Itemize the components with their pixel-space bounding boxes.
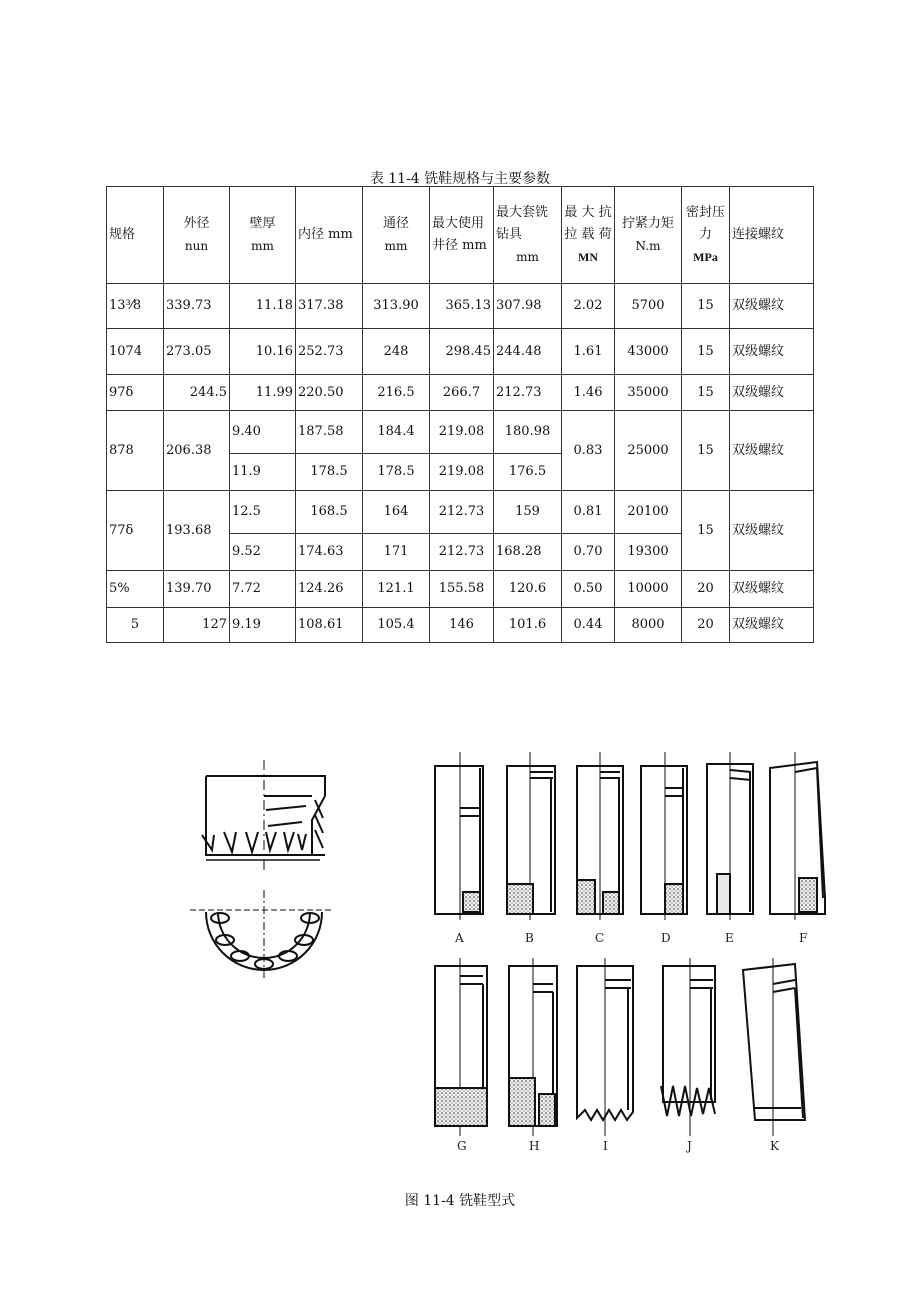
cell-tool: 159 (494, 491, 562, 534)
header-max-load: 最 大 抗 拉 载 荷 MN (562, 187, 615, 284)
shoe-label-b: B (525, 931, 534, 945)
table-row (107, 375, 814, 411)
cell-thread: 双级螺纹 (730, 571, 814, 608)
shoe-c (577, 752, 623, 920)
cell-well: 146 (430, 608, 494, 643)
shoe-label-k: K (770, 1139, 779, 1153)
cell-tool: 101.6 (494, 608, 562, 643)
shoe-label-g: G (457, 1139, 467, 1153)
cell-tool: 307.98 (494, 284, 562, 329)
cell-tool: 168.28 (494, 534, 562, 571)
cell-torque: 10000 (615, 571, 682, 608)
shoe-e (707, 752, 753, 920)
cell-torque: 5700 (615, 284, 682, 329)
shoe-label-a: A (455, 931, 464, 945)
shoe-label-f: F (799, 931, 808, 945)
cell-tool: 244.48 (494, 329, 562, 375)
shoe-g (435, 958, 487, 1136)
cell-od: 273.05 (164, 329, 230, 375)
cell-load: 0.81 (562, 491, 615, 534)
cell-od: 127 (164, 608, 230, 643)
cell-wall: 10.16 (230, 329, 296, 375)
cell-id: 178.5 (296, 454, 363, 491)
cell-od: 193.68 (164, 491, 230, 571)
cell-load: 0.44 (562, 608, 615, 643)
shoe-label-c: C (595, 931, 605, 945)
cell-od: 139.70 (164, 571, 230, 608)
shoe-b (507, 752, 555, 920)
cell-thread: 双级螺纹 (730, 491, 814, 571)
shoe-label-d: D (661, 931, 671, 945)
cell-seal: 15 (682, 284, 730, 329)
shoe-label-h: H (529, 1139, 540, 1153)
cell-drift: 105.4 (363, 608, 430, 643)
cell-torque: 25000 (615, 411, 682, 491)
cell-well: 365.13 (430, 284, 494, 329)
cell-torque: 20100 (615, 491, 682, 534)
header-id: 内径 mm (296, 187, 363, 284)
shoe-h (509, 958, 557, 1136)
header-torque: 拧紧力矩 N.m (615, 187, 682, 284)
cell-well: 212.73 (430, 534, 494, 571)
cell-spec: 77δ (107, 491, 164, 571)
cell-wall: 11.18 (230, 284, 296, 329)
table-row (107, 284, 814, 329)
cell-well: 219.08 (430, 411, 494, 454)
cell-drift: 178.5 (363, 454, 430, 491)
header-thread: 连接螺纹 (730, 187, 814, 284)
cell-wall: 9.40 (230, 411, 296, 454)
shoe-f (770, 752, 825, 920)
cell-tool: 176.5 (494, 454, 562, 491)
shoe-label-i: I (603, 1139, 608, 1153)
cell-id: 168.5 (296, 491, 363, 534)
header-spec: 规格 (107, 187, 164, 284)
cell-torque: 8000 (615, 608, 682, 643)
cell-well: 266.7 (430, 375, 494, 411)
cell-spec: 1074 (107, 329, 164, 375)
cell-drift: 184.4 (363, 411, 430, 454)
shoe-d (641, 752, 687, 920)
cell-od: 244.5 (164, 375, 230, 411)
cell-id: 174.63 (296, 534, 363, 571)
header-drift: 通径 mm (363, 187, 430, 284)
cell-wall: 12.5 (230, 491, 296, 534)
cell-well: 212.73 (430, 491, 494, 534)
cell-wall: 11.99 (230, 375, 296, 411)
cell-drift: 171 (363, 534, 430, 571)
cell-thread: 双级螺纹 (730, 411, 814, 491)
shoe-label-j: J (687, 1139, 692, 1153)
cell-tool: 180.98 (494, 411, 562, 454)
cell-id: 187.58 (296, 411, 363, 454)
cell-id: 124.26 (296, 571, 363, 608)
header-od: 外径 nun (164, 187, 230, 284)
spec-table (106, 186, 814, 643)
cell-load: 1.61 (562, 329, 615, 375)
shoe-label-e: E (725, 931, 734, 945)
cell-drift: 121.1 (363, 571, 430, 608)
cell-load: 2.02 (562, 284, 615, 329)
table-row (107, 491, 814, 534)
cell-spec: 878 (107, 411, 164, 491)
figure-caption: 图 11-4 铣鞋型式 (404, 1193, 516, 1209)
cell-wall: 11.9 (230, 454, 296, 491)
cell-well: 155.58 (430, 571, 494, 608)
header-row (107, 187, 814, 284)
cell-torque: 19300 (615, 534, 682, 571)
header-seal: 密封压力 MPa (682, 187, 730, 284)
cell-wall: 9.52 (230, 534, 296, 571)
cell-seal: 15 (682, 491, 730, 571)
cell-well: 219.08 (430, 454, 494, 491)
header-max-well: 最大使用井径 mm (430, 187, 494, 284)
cell-tool: 120.6 (494, 571, 562, 608)
cell-seal: 20 (682, 571, 730, 608)
cell-seal: 15 (682, 411, 730, 491)
cell-id: 317.38 (296, 284, 363, 329)
shoe-types-drawing (425, 748, 845, 1158)
cell-drift: 164 (363, 491, 430, 534)
shoe-i (577, 958, 633, 1136)
cell-load: 1.46 (562, 375, 615, 411)
cell-torque: 43000 (615, 329, 682, 375)
cell-od: 206.38 (164, 411, 230, 491)
cell-drift: 313.90 (363, 284, 430, 329)
cell-od: 339.73 (164, 284, 230, 329)
cell-thread: 双级螺纹 (730, 375, 814, 411)
shoe-k (743, 958, 805, 1136)
shoe-j (661, 958, 715, 1136)
cell-well: 298.45 (430, 329, 494, 375)
toothed-shoe-drawing (180, 760, 350, 985)
cell-id: 108.61 (296, 608, 363, 643)
cell-load: 0.83 (562, 411, 615, 491)
header-max-tool: 最大套铣钻具 mm (494, 187, 562, 284)
cell-thread: 双级螺纹 (730, 329, 814, 375)
table-caption: 表 11-4 铣鞋规格与主要参数 (369, 171, 551, 187)
cell-wall: 7.72 (230, 571, 296, 608)
cell-spec: 5 (107, 608, 164, 643)
cell-id: 220.50 (296, 375, 363, 411)
cell-spec: 13³⁄8 (107, 284, 164, 329)
cell-load: 0.70 (562, 534, 615, 571)
table-row (107, 571, 814, 608)
cell-drift: 248 (363, 329, 430, 375)
cell-wall: 9.19 (230, 608, 296, 643)
cell-drift: 216.5 (363, 375, 430, 411)
cell-seal: 20 (682, 608, 730, 643)
table-row (107, 608, 814, 643)
cell-thread: 双级螺纹 (730, 284, 814, 329)
cell-spec: 97δ (107, 375, 164, 411)
cell-thread: 双级螺纹 (730, 608, 814, 643)
table-row (107, 411, 814, 454)
cell-load: 0.50 (562, 571, 615, 608)
cell-spec: 5% (107, 571, 164, 608)
shoe-a (435, 752, 483, 920)
header-wall: 壁厚 mm (230, 187, 296, 284)
cell-seal: 15 (682, 329, 730, 375)
cell-id: 252.73 (296, 329, 363, 375)
cell-tool: 212.73 (494, 375, 562, 411)
cell-torque: 35000 (615, 375, 682, 411)
cell-seal: 15 (682, 375, 730, 411)
table-row (107, 329, 814, 375)
